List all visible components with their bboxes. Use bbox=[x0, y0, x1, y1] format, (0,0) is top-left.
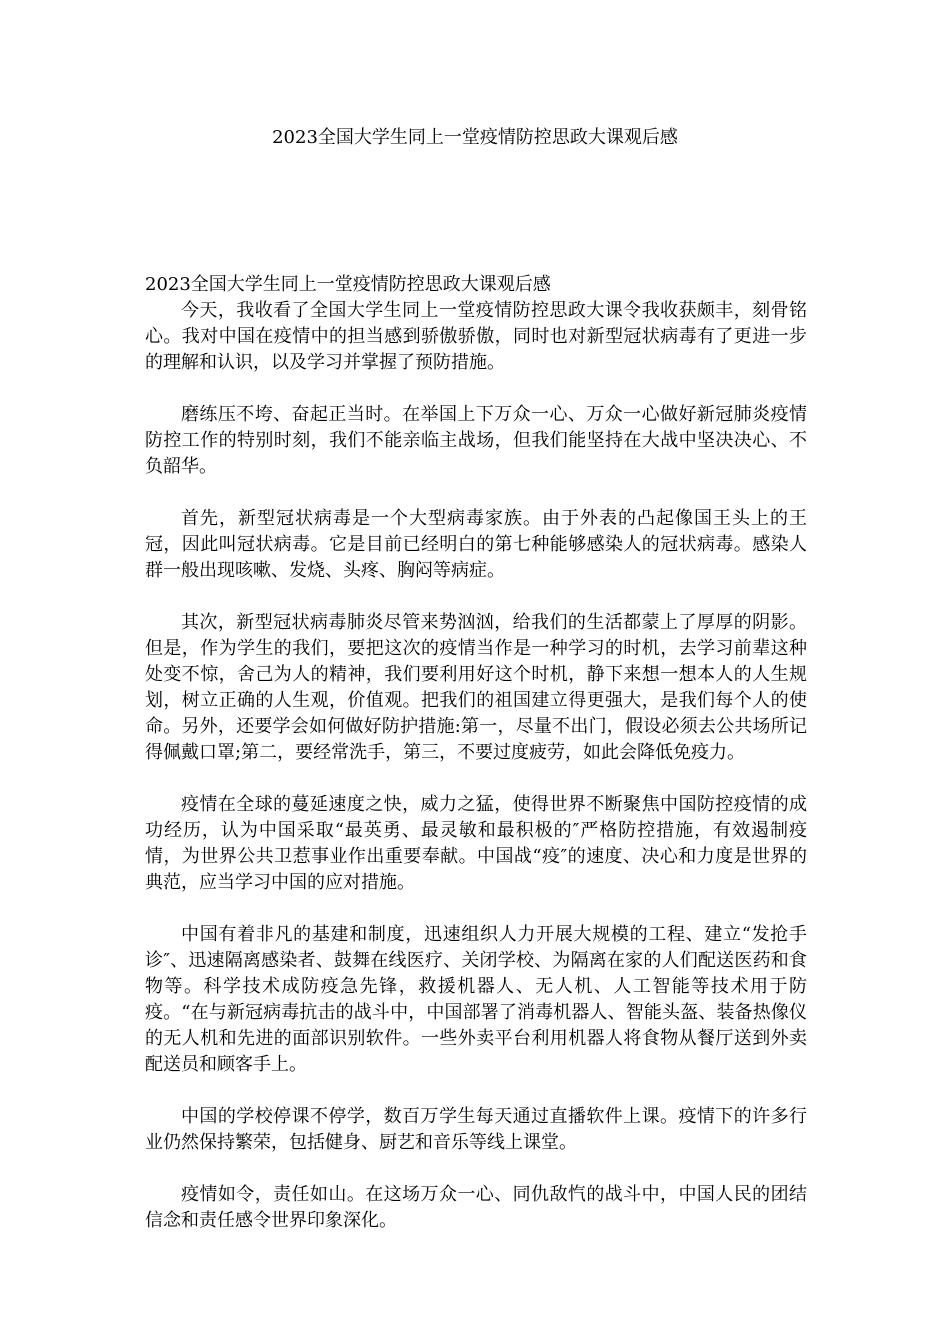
paragraph-3: 首先，新型冠状病毒是一个大型病毒家族。由于外表的凸起像国王头上的王冠，因此叫冠状病毒。它是目前已经明白的第七种能够感染人的冠状病毒。感染人群一般出现咳嗽、发烧、头疼、胸闷等病症。 bbox=[145, 508, 807, 581]
document-body bbox=[145, 272, 807, 1234]
document-title: 2023全国大学生同上一堂疫情防控思政大课观后感 bbox=[272, 127, 678, 148]
paragraph-4: 其次，新型冠状病毒肺炎尽管来势汹汹，给我们的生活都蒙上了厚厚的阴影。但是，作为学生的我们，要把这次的疫情当作是一种学习的时机，去学习前辈这种处变不惊，舍己为人的精神，我们要利用好这个时机，静下来想一想本人的人生规划，树立正确的人生观，价值观。把我们的祖国建立得更强大，是我们每个人的使命。另外，还要学会如何做好防护措施:第一，尽量不出门，假设必须去公共场所记得佩戴口罩;第二，要经常洗手，第三，不要过度疲劳，如此会降低免疫力。 bbox=[145, 612, 807, 763]
paragraph-2: 磨练压不垮、奋起正当时。在举国上下万众一心、万众一心做好新冠肺炎疫情防控工作的特别时刻，我们不能亲临主战场，但我们能坚持在大战中坚决决心、不负韶华。 bbox=[145, 404, 807, 477]
paragraph-6: 中国有着非凡的基建和制度，迅速组织人力开展大规模的工程、建立“发抢手诊″、迅速隔离感染者、鼓舞在线医疗、关闭学校、为隔离在家的人们配送医药和食物等。科学技术成防疫急先锋，救援机器人、无人机、人工智能等技术用于防疫。“在与新冠病毒抗击的战斗中，中国部署了消毒机器人、智能头盔、装备热像仪的无人机和先进的面部识别软件。一些外卖平台利用机器人将食物从餐厅送到外卖配送员和顾客手上。 bbox=[145, 924, 807, 1075]
paragraph-7: 中国的学校停课不停学，数百万学生每天通过直播软件上课。疫情下的许多行业仍然保持繁荣，包括健身、厨艺和音乐等线上课堂。 bbox=[145, 1106, 807, 1153]
paragraph-1: 今天，我收看了全国大学生同上一堂疫情防控思政大课令我收获颇丰，刻骨铭心。我对中国在疫情中的担当感到骄傲骄傲，同时也对新型冠状病毒有了更进一步的理解和认识，以及学习并掌握了预防措施。 bbox=[145, 300, 807, 373]
paragraph-5: 疫情在全球的蔓延速度之快，威力之猛，使得世界不断聚焦中国防控疫情的成功经历，认为中国采取“最英勇、最灵敏和最积极的″严格防控措施，有效遏制疫情，为世界公共卫惹事业作出重要奉献。中国战“疫″的速度、决心和力度是世界的典范，应当学习中国的应对措施。 bbox=[145, 794, 807, 893]
document-subtitle: 2023全国大学生同上一堂疫情防控思政大课观后感 bbox=[145, 274, 551, 295]
paragraph-8: 疫情如令，责任如山。在这场万众一心、同仇敌忾的战斗中，中国人民的团结信念和责任感令世界印象深化。 bbox=[145, 1184, 807, 1231]
